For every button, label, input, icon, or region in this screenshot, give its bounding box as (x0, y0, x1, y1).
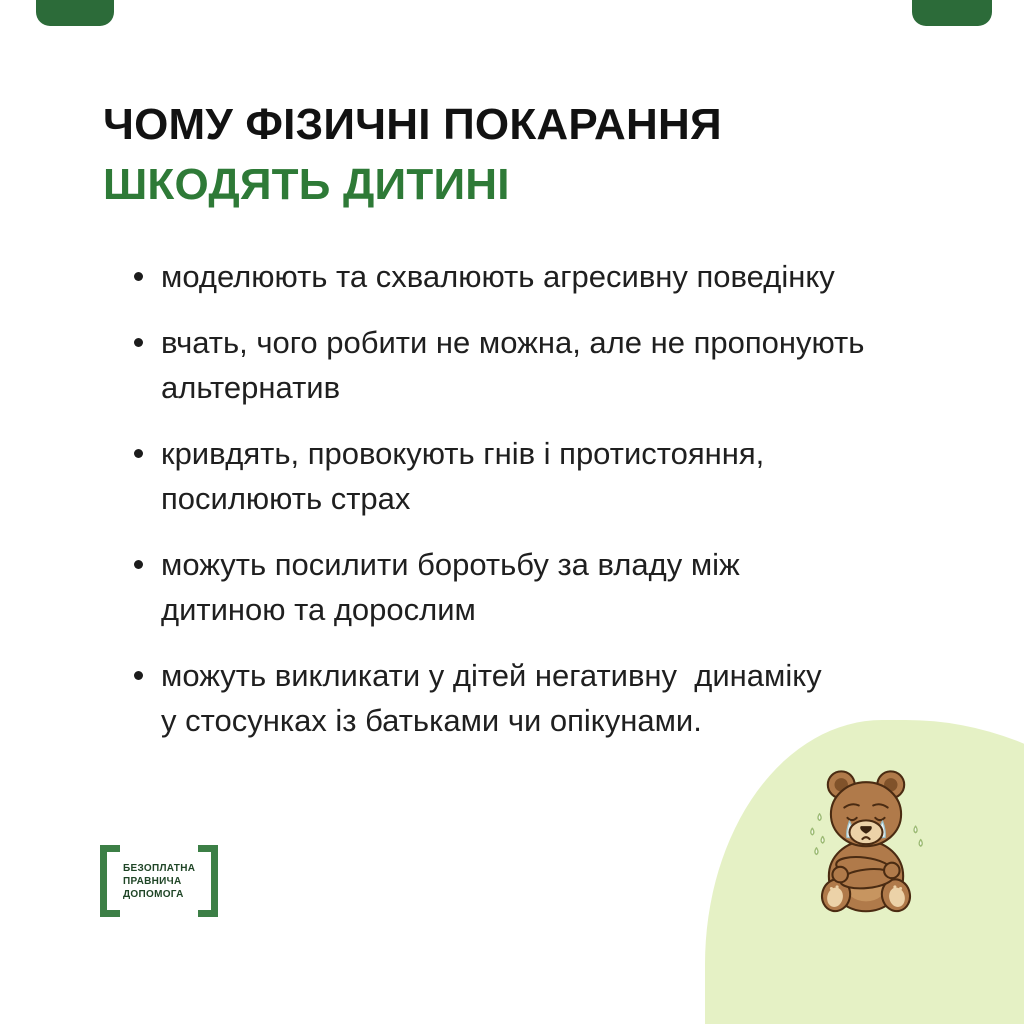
crying-teddy-bear-illustration (804, 760, 928, 920)
page-title (103, 95, 722, 215)
free-legal-aid-logo (100, 845, 218, 917)
title-line-black: ЧОМУ ФІЗИЧНІ ПОКАРАННЯ (103, 100, 722, 149)
logo-line: ПРАВНИЧА (123, 875, 182, 887)
bracket-left-icon (100, 845, 120, 917)
bullet-line: моделюють та схвалюють агресивну поведінку (161, 259, 835, 294)
bullet-line: альтернатив (161, 370, 341, 405)
list-item (133, 254, 974, 299)
top-left-tab-decor (36, 0, 114, 26)
list-item (133, 320, 974, 410)
top-right-tab-decor (912, 0, 992, 26)
bullet-line: можуть посилити боротьбу за владу між (161, 547, 740, 582)
list-item (133, 542, 974, 632)
list-item (133, 431, 974, 521)
bullet-line: дитиною та дорослим (161, 592, 476, 627)
bracket-right-icon (198, 845, 218, 917)
bullet-line: вчать, чого робити не можна, але не пропонують (161, 325, 865, 360)
bullet-line: посилюють страх (161, 481, 411, 516)
logo-line: БЕЗОПЛАТНА (123, 862, 196, 874)
bullet-line: кривдять, провокують гнів і протистояння, (161, 436, 765, 471)
logo-text (120, 845, 198, 917)
title-line-green: ШКОДЯТЬ ДИТИНІ (103, 160, 510, 209)
bullet-line: у стосунках із батьками чи опікунами. (161, 703, 702, 738)
logo-line: ДОПОМОГА (123, 888, 184, 900)
bullet-list (133, 254, 974, 764)
bullet-line: можуть викликати у дітей негативну динаміку (161, 658, 822, 693)
